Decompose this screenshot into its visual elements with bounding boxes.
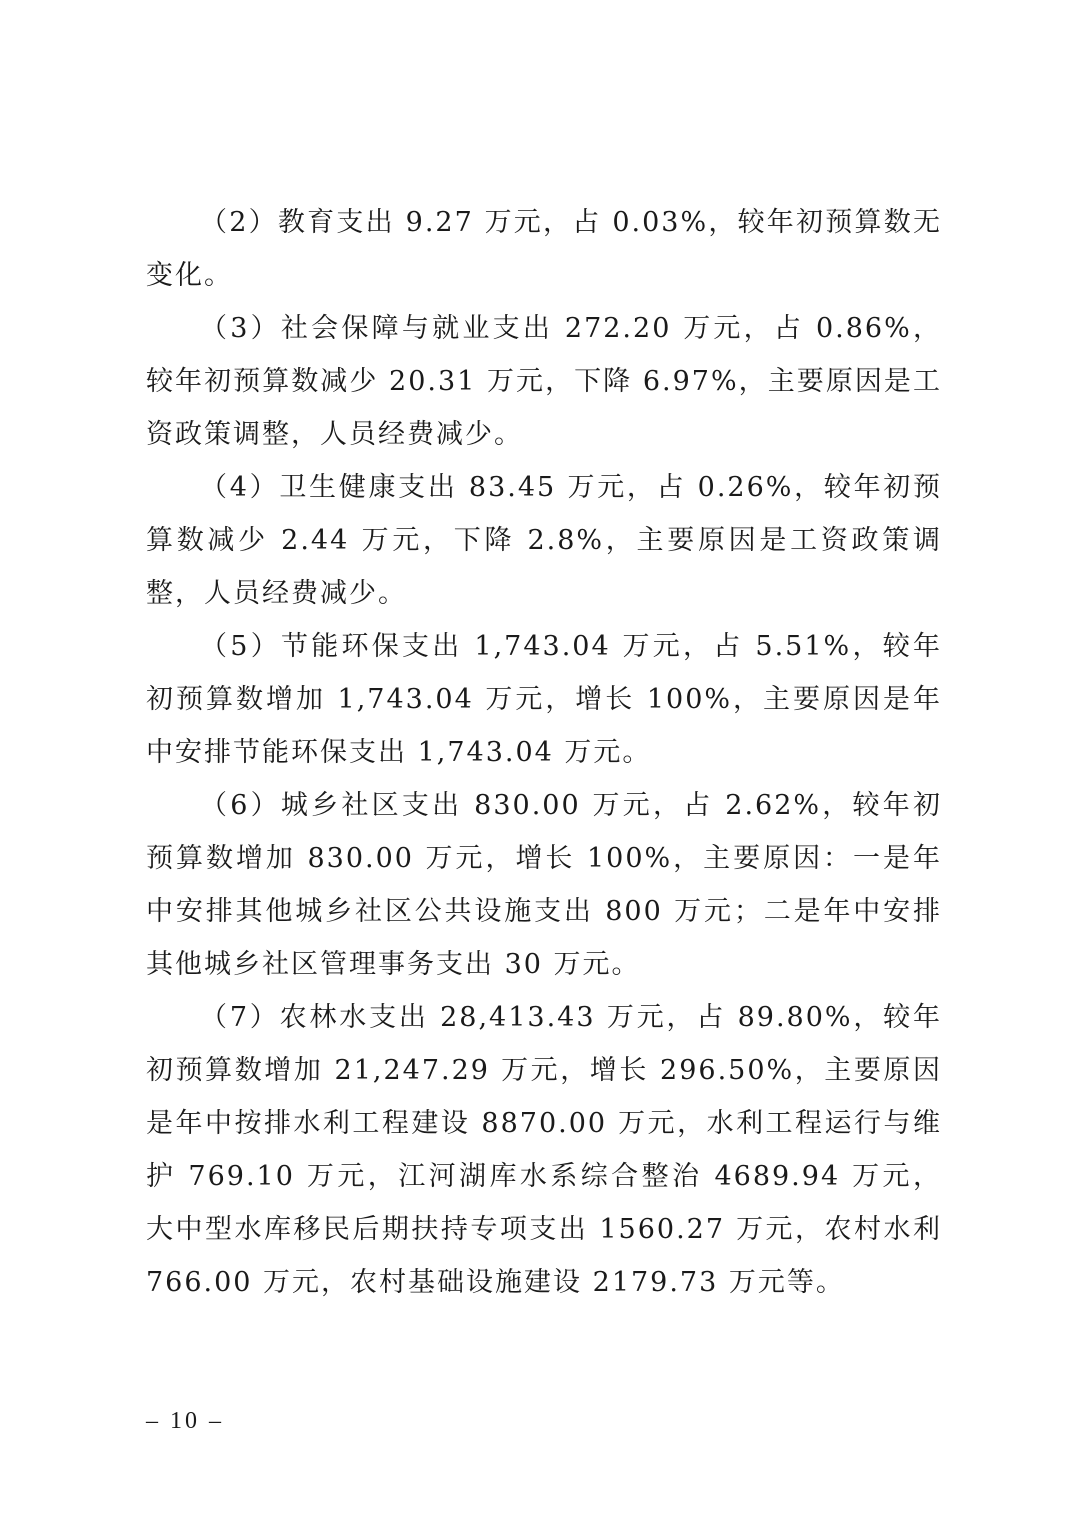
paragraph-agriculture-forestry-water: （7）农林水支出 28,413.43 万元，占 89.80%，较年初预算数增加 21,247.29 万元，增长 296.50%，主要原因是年中按排水利工程建设 8870.00 万元，水利工程运行与维护 769.10 万元，江河湖库水系综合整治 4689.94 万元，大中型水库移民后期扶持专项支出 1560.27 万元，农村水利 766.00 万元，农村基础设施建设 2179.73 万元等。 (146, 1002, 942, 1298)
paragraph-urban-rural-community: （6）城乡社区支出 830.00 万元，占 2.62%，较年初预算数增加 830.00 万元，增长 100%，主要原因：一是年中安排其他城乡社区公共设施支出 800 万元；二是年中安排其他城乡社区管理事务支出 30 万元。 (146, 790, 942, 980)
paragraph-health: （4）卫生健康支出 83.45 万元，占 0.26%，较年初预算数减少 2.44 万元，下降 2.8%，主要原因是工资政策调整，人员经费减少。 (146, 472, 942, 609)
paragraph-social-security: （3）社会保障与就业支出 272.20 万元，占 0.86%，较年初预算数减少 20.31 万元，下降 6.97%，主要原因是工资政策调整，人员经费减少。 (146, 313, 942, 450)
paragraph-energy-environment: （5）节能环保支出 1,743.04 万元，占 5.51%，较年初预算数增加 1,743.04 万元，增长 100%，主要原因是年中安排节能环保支出 1,743.04 万元。 (146, 631, 942, 768)
paragraph-education: （2）教育支出 9.27 万元，占 0.03%，较年初预算数无变化。 (146, 207, 942, 291)
page-number: – 10 – (146, 1408, 224, 1434)
document-body (146, 196, 942, 1309)
